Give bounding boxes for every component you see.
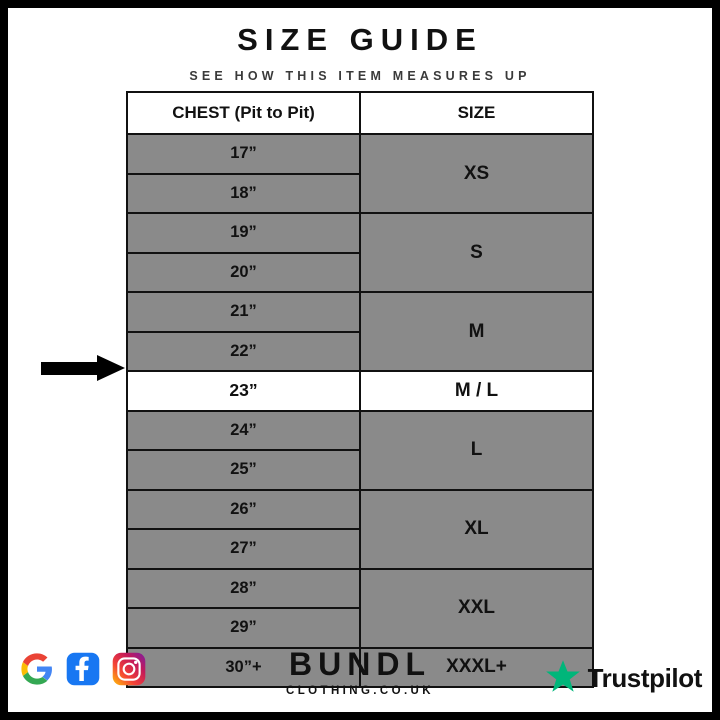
size-table-wrapper <box>126 91 594 688</box>
size-cell: S <box>360 213 593 292</box>
brand-website: CLOTHING.CO.UK <box>286 684 434 697</box>
chest-cell: 29” <box>127 608 360 648</box>
chest-cell: 30”+ <box>127 648 360 688</box>
column-header-size: SIZE <box>360 92 593 134</box>
chest-cell: 22” <box>127 332 360 372</box>
size-cell: XL <box>360 490 593 569</box>
chest-cell: 27” <box>127 529 360 569</box>
table-row <box>127 490 593 530</box>
chest-cell: 24” <box>127 411 360 451</box>
chest-cell: 17” <box>127 134 360 174</box>
chest-cell-selected: 23” <box>127 371 360 411</box>
trustpilot-star-icon <box>545 658 581 699</box>
arrow-pointer-icon <box>41 355 127 381</box>
size-guide-card <box>8 8 712 712</box>
chest-cell: 25” <box>127 450 360 490</box>
size-table <box>126 91 594 688</box>
chest-cell: 21” <box>127 292 360 332</box>
size-cell: XXXL+ <box>360 648 593 688</box>
size-cell-selected: M / L <box>360 371 593 411</box>
size-cell: L <box>360 411 593 490</box>
table-row-highlighted <box>127 371 593 411</box>
chest-cell: 19” <box>127 213 360 253</box>
chest-cell: 28” <box>127 569 360 609</box>
chest-cell: 18” <box>127 174 360 214</box>
arrow-head <box>97 355 125 381</box>
trustpilot-badge[interactable] <box>545 658 702 699</box>
chest-cell: 26” <box>127 490 360 530</box>
size-cell: M <box>360 292 593 371</box>
page-subtitle: SEE HOW THIS ITEM MEASURES UP <box>189 69 531 83</box>
brand-name: BUNDL <box>289 646 431 682</box>
size-cell: XXL <box>360 569 593 648</box>
column-header-chest: CHEST (Pit to Pit) <box>127 92 360 134</box>
table-row <box>127 411 593 451</box>
arrow-shaft <box>41 362 99 375</box>
table-row <box>127 213 593 253</box>
table-row <box>127 569 593 609</box>
table-row <box>127 134 593 174</box>
size-cell: XS <box>360 134 593 213</box>
chest-cell: 20” <box>127 253 360 293</box>
table-row <box>127 292 593 332</box>
trustpilot-label: Trustpilot <box>587 663 702 693</box>
table-header-row <box>127 92 593 134</box>
page-title: SIZE GUIDE <box>237 22 483 57</box>
footer <box>8 640 712 712</box>
